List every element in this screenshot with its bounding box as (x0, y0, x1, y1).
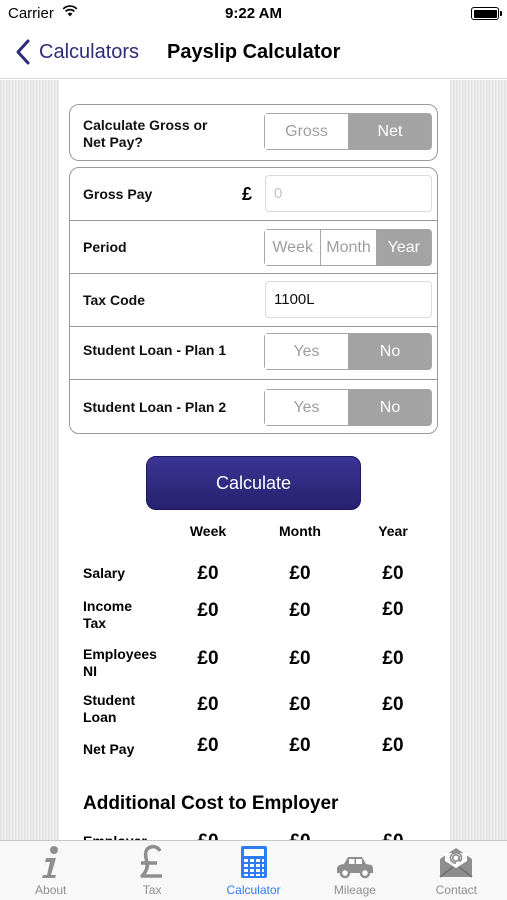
student-loan-2-no-option[interactable]: No (348, 390, 431, 425)
net-pay-label: Net Pay (83, 741, 135, 757)
student-loan-2-yes-option[interactable]: Yes (265, 390, 348, 425)
period-segmented-control[interactable] (264, 229, 432, 266)
gross-pay-row (70, 168, 437, 221)
student-loan-1-segmented-control[interactable] (264, 333, 432, 370)
period-label: Period (83, 239, 127, 255)
calculator-panel (59, 80, 450, 840)
calculate-button[interactable]: Calculate (146, 456, 361, 510)
calculator-icon (240, 841, 268, 879)
column-header-year: Year (378, 523, 408, 539)
tab-about-label: About (35, 883, 67, 897)
student-loan-week-value: £0 (197, 694, 219, 715)
carrier-label: Carrier (8, 5, 54, 22)
employer-cost-heading: Additional Cost to Employer (83, 793, 339, 814)
tab-mileage[interactable] (304, 841, 405, 900)
student-loan-1-label: Student Loan - Plan 1 (83, 342, 227, 358)
tab-calculator[interactable] (203, 841, 304, 900)
student-loan-label: Student Loan (83, 692, 136, 725)
net-pay-month-value: £0 (289, 735, 311, 756)
student-loan-1-no-option[interactable]: No (348, 334, 431, 369)
car-icon (336, 841, 374, 879)
currency-symbol: £ (242, 184, 253, 204)
tax-code-input[interactable]: 1100L (265, 281, 432, 318)
year-option[interactable]: Year (376, 230, 431, 265)
student-loan-1-yes-option[interactable]: Yes (265, 334, 348, 369)
gross-option[interactable]: Gross (265, 114, 348, 149)
gross-pay-label: Gross Pay (83, 186, 153, 202)
net-option[interactable]: Net (348, 114, 431, 149)
income-tax-month-value: £0 (289, 600, 311, 621)
income-tax-week-value: £0 (197, 600, 219, 621)
salary-month-value: £0 (289, 563, 311, 584)
month-option[interactable]: Month (320, 230, 375, 265)
pound-icon (138, 841, 166, 879)
envelope-icon (438, 841, 474, 879)
column-header-month: Month (279, 523, 321, 539)
clock: 9:22 AM (225, 5, 282, 22)
tab-mileage-label: Mileage (333, 883, 376, 897)
period-row (70, 221, 437, 274)
tab-contact-label: Contact (435, 883, 477, 897)
tab-tax[interactable] (101, 841, 202, 900)
info-icon (39, 841, 63, 879)
chevron-left-icon (14, 38, 32, 66)
tab-bar (0, 840, 507, 900)
page-title: Payslip Calculator (167, 41, 341, 63)
gross-pay-input[interactable]: 0 (265, 175, 432, 212)
net-pay-year-value: £0 (382, 735, 404, 756)
back-button[interactable] (14, 38, 139, 66)
week-option[interactable]: Week (265, 230, 320, 265)
employees-ni-year-value: £0 (382, 648, 404, 669)
employees-ni-month-value: £0 (289, 648, 311, 669)
payslip-form (69, 167, 438, 434)
tax-code-label: Tax Code (83, 292, 145, 308)
status-bar (0, 0, 507, 28)
net-pay-week-value: £0 (197, 735, 219, 756)
student-loan-month-value: £0 (289, 694, 311, 715)
gross-net-label: Calculate Gross or Net Pay? (83, 117, 208, 150)
tab-contact[interactable] (406, 841, 507, 900)
salary-year-value: £0 (382, 563, 404, 584)
gross-net-segmented-control[interactable] (264, 113, 432, 150)
employees-ni-week-value: £0 (197, 648, 219, 669)
navigation-bar (0, 28, 507, 79)
battery-icon (471, 7, 499, 20)
tab-tax-label: Tax (142, 883, 162, 897)
gross-net-box (69, 104, 438, 161)
income-tax-label: Income Tax (83, 598, 133, 631)
tab-calculator-label: Calculator (226, 883, 281, 897)
student-loan-1-row (70, 327, 437, 380)
tab-about[interactable] (0, 841, 101, 900)
salary-label: Salary (83, 565, 126, 581)
student-loan-2-row (70, 380, 437, 433)
salary-week-value: £0 (197, 563, 219, 584)
student-loan-2-label: Student Loan - Plan 2 (83, 399, 227, 415)
student-loan-year-value: £0 (382, 694, 404, 715)
student-loan-2-segmented-control[interactable] (264, 389, 432, 426)
income-tax-year-value: £0 (382, 599, 404, 620)
content-area[interactable] (0, 80, 507, 840)
back-button-label: Calculators (39, 40, 140, 63)
column-header-week: Week (189, 523, 227, 539)
employees-ni-label: Employees NI (83, 646, 157, 679)
tax-code-row (70, 274, 437, 327)
